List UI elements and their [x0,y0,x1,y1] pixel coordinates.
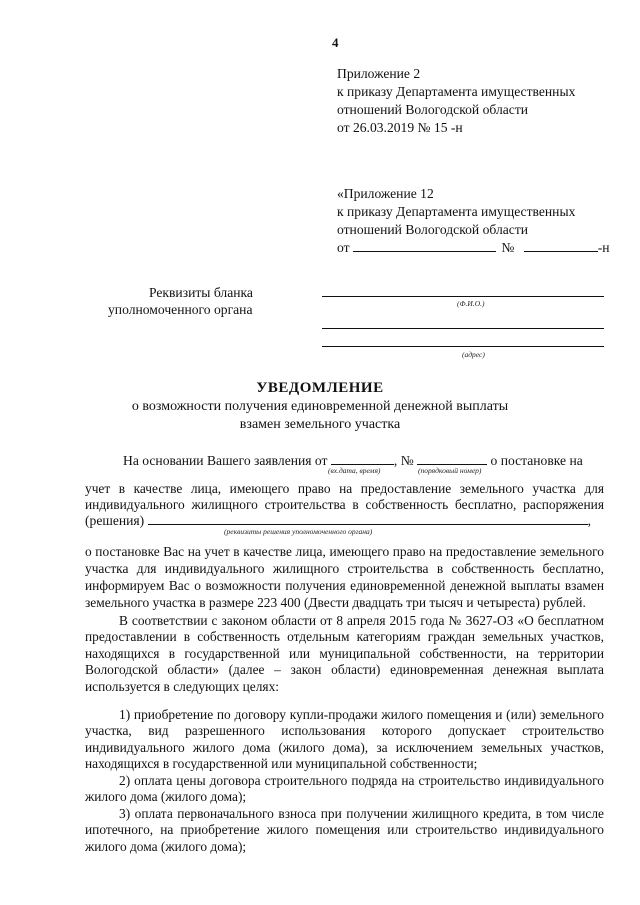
law-paragraph: В соответствии с законом области от 8 апреля 2015 года № 3627-ОЗ «О бесплатном предоставлении в собственность отдельным категориям граждан земельных участков, находящихся в государственной или муниципальной собственности, на территории Вологодской области» (далее – закон области) единовременная денежная выплата используется в следующих целях: [85,613,604,694]
address-line [322,328,604,329]
date-blank [353,239,496,252]
list-item: 3) оплата первоначального взноса при получении жилищного кредита, в том числе ипотечного, на приобретение жилого помещения или строительство индивидуального жилого дома (жилого дома); [85,806,604,854]
appendix-date: от 26.03.2019 № 15 -н [337,120,463,135]
document-title: УВЕДОМЛЕНИЕ [256,380,384,396]
list-item: 1) приобретение по договору купли-продажи жилого помещения и (или) земельного участка, вид разрешенного использования которого допускает строительство индивидуального жилого дома (жилого дома), за исключением земельных участков, находящихся в государственной или муниципальной собственности; [85,707,604,772]
paragraph-line: (решения) , [85,513,591,528]
number-blank [417,452,487,465]
fio-caption: (Ф.И.О.) [457,299,485,308]
appendix-line: отношений Вологодской области [337,222,529,237]
appendix-title: «Приложение 12 [337,186,434,201]
paragraph-line: учет в качестве лица, имеющего право на предоставление земельного участка для [85,481,604,496]
paragraph-line: информируем Вас о возможности получения единовременной денежной выплаты взамен [85,578,604,593]
document-subtitle: взамен земельного участка [239,417,401,432]
appendix-date-line: от № -н [337,240,610,255]
document-subtitle: о возможности получения единовременной денежной выплаты [131,399,509,414]
appendix-line: к приказу Департамента имущественных [337,204,576,219]
address-line [322,346,604,347]
paragraph-line: участка для индивидуального жилищного строительства в собственность бесплатно, [85,561,604,576]
page-number: 4 [332,35,339,50]
number-blank [524,239,598,252]
paragraph-line: индивидуального жилищного строительства в собственность бесплатно, распоряжения [85,497,604,512]
list-item: 2) оплата цены договора строительного подряда на строительство индивидуального жилого дома (жилого дома); [85,773,604,805]
blank-label: уполномоченного органа [108,302,253,317]
decision-caption: (реквизиты решения уполномоченного органа) [224,527,373,536]
appendix-line: к приказу Департамента имущественных [337,84,576,99]
date-blank [331,452,394,465]
paragraph-line: На основании Вашего заявления от , № о постановке на [123,453,583,468]
date-caption: (вх.дата, время) [328,466,381,475]
appendix-title: Приложение 2 [337,66,421,81]
blank-label: Реквизиты бланка [149,285,253,300]
decision-blank [148,512,588,525]
paragraph-line: о постановке Вас на учет в качестве лица, имеющего право на предоставление земельного [85,544,604,559]
paragraph-line: земельного участка в размере 223 400 (Двести двадцать три тысяч и четыреста) рублей. [85,595,586,610]
appendix-line: отношений Вологодской области [337,102,529,117]
fio-line [322,296,604,297]
address-caption: (адрес) [462,350,485,359]
number-caption: (порядковый номер) [418,466,482,475]
